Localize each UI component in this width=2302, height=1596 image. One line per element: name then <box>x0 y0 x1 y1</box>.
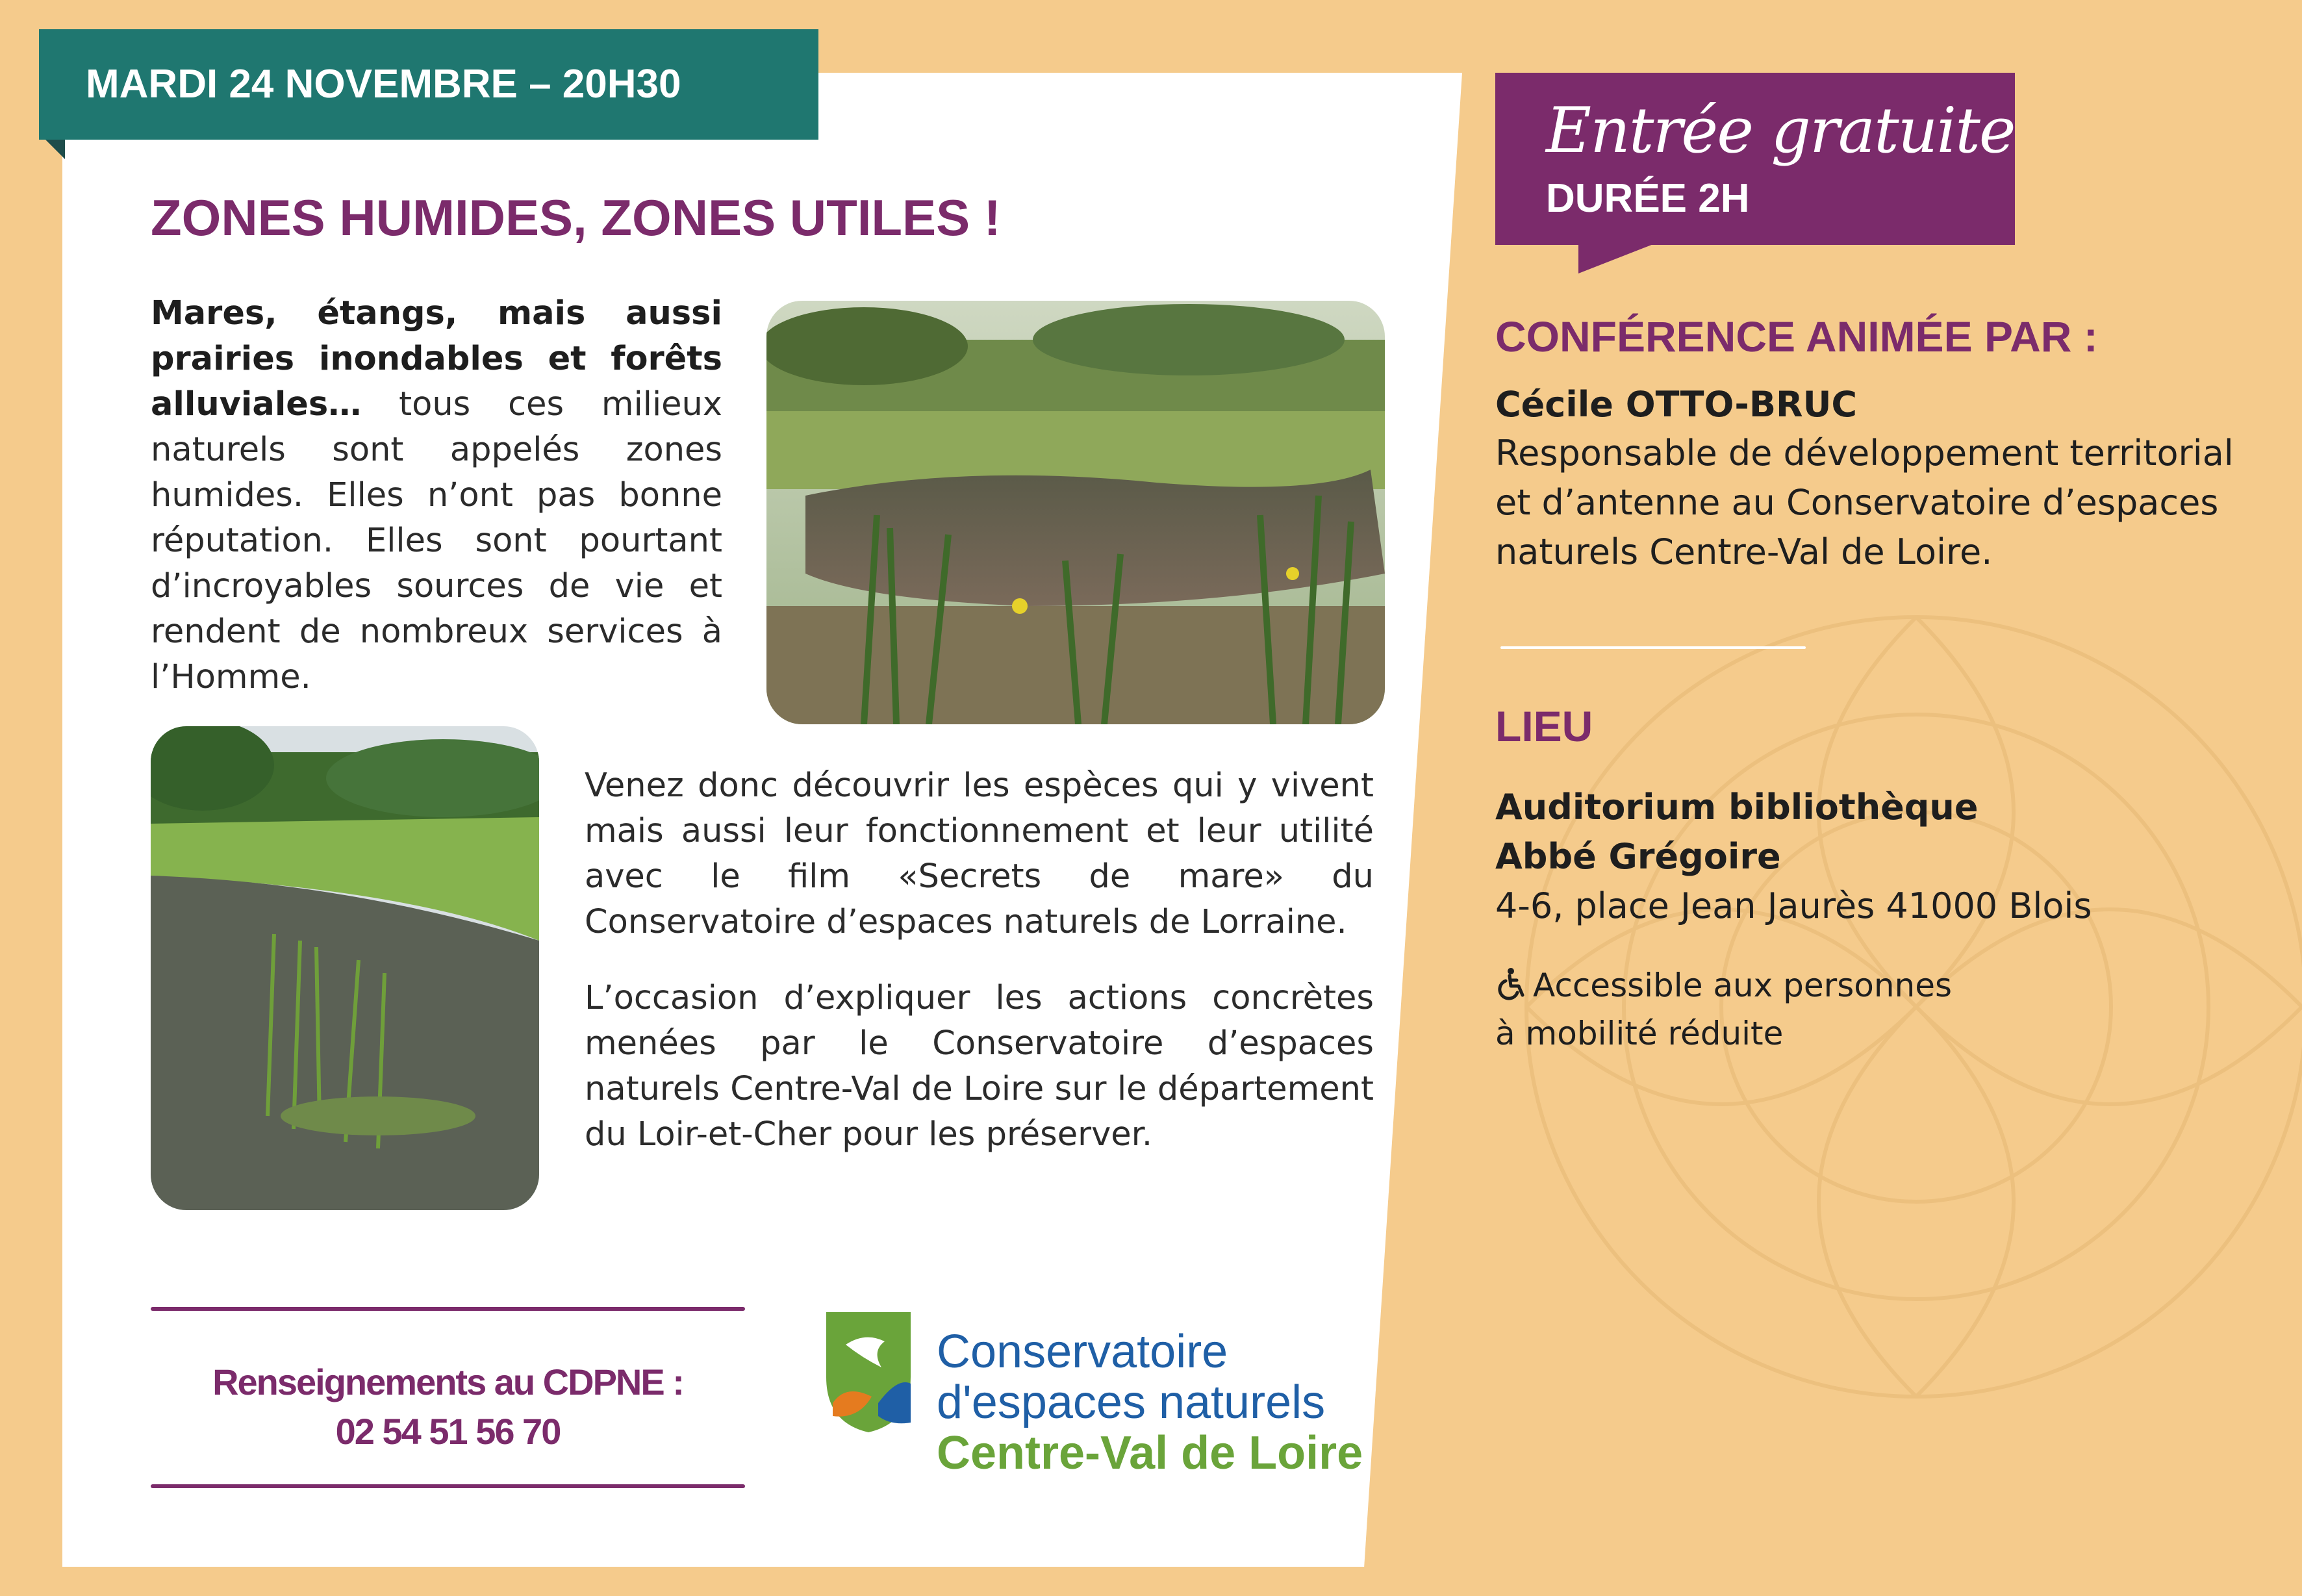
divider-rule <box>151 1307 745 1311</box>
logo-line-3: Centre-Val de Loire <box>937 1427 1363 1479</box>
venue-heading: LIEU <box>1495 702 1593 750</box>
marsh-photo <box>151 726 539 1210</box>
contact-phone: 02 54 51 56 70 <box>335 1411 561 1452</box>
free-entry-label: Entrée gratuite <box>1546 94 2015 167</box>
logo-line-1: Conservatoire <box>937 1326 1228 1378</box>
pond-photo <box>766 301 1385 724</box>
banner-tail <box>1578 244 1653 273</box>
contact-label: Renseignements au CDPNE : <box>212 1362 683 1402</box>
intro-body: tous ces milieux naturels sont appelés zones humides. Elles n’ont pas bonne réputation. Elles sont pourtant d’incroyables sources de vie et rendent de nombreux services à l’Homme. <box>151 385 722 696</box>
venue-name <box>1495 783 1979 881</box>
contact-info <box>151 1358 745 1456</box>
speaker-role: Responsable de développement territorial et d’antenne au Conservatoire d’espaces naturels Centre-Val de Loire. <box>1495 433 2234 572</box>
venue-address: 4-6, place Jean Jaurès 41000 Blois <box>1495 885 2092 926</box>
accessibility-note <box>1495 961 1952 1058</box>
speaker-heading: CONFÉRENCE ANIMÉE PAR : <box>1495 312 2098 361</box>
section-divider <box>1500 646 1806 649</box>
bird-logo-icon <box>820 1306 917 1436</box>
date-ribbon: MARDI 24 NOVEMBRE – 20H30 <box>39 29 818 140</box>
logo-line-2: d'espaces naturels <box>937 1376 1326 1428</box>
conservatoire-logo <box>820 1306 1378 1481</box>
wheelchair-icon <box>1495 967 1529 1000</box>
duration-label: DURÉE 2H <box>1546 176 1750 221</box>
actions-paragraph: L’occasion d’expliquer les actions concrètes menées par le Conservatoire d’espaces naturels Centre-Val de Loire sur le département du Loir-et-Cher pour les préserver. <box>585 979 1374 1154</box>
venue-name-line-2: Abbé Grégoire <box>1495 836 1781 877</box>
speaker-name: Cécile OTTO-BRUC <box>1495 384 1858 425</box>
divider-rule <box>151 1484 745 1488</box>
film-paragraph: Venez donc découvrir les espèces qui y vivent mais aussi leur fonctionnement et leur utilité avec le film «Secrets de mare» du Conservatoire d’espaces naturels de Lorraine. <box>585 766 1374 941</box>
accessibility-line-2: à mobilité réduite <box>1495 1015 1784 1052</box>
event-title: ZONES HUMIDES, ZONES UTILES ! <box>151 189 1001 246</box>
intro-lead: Mares, étangs, mais aussi prairies inondables et forêts alluviales… <box>151 294 722 424</box>
intro-paragraph <box>151 291 722 700</box>
venue-name-line-1: Auditorium bibliothèque <box>1495 787 1979 828</box>
accessibility-line-1: Accessible aux personnes <box>1533 967 1953 1004</box>
